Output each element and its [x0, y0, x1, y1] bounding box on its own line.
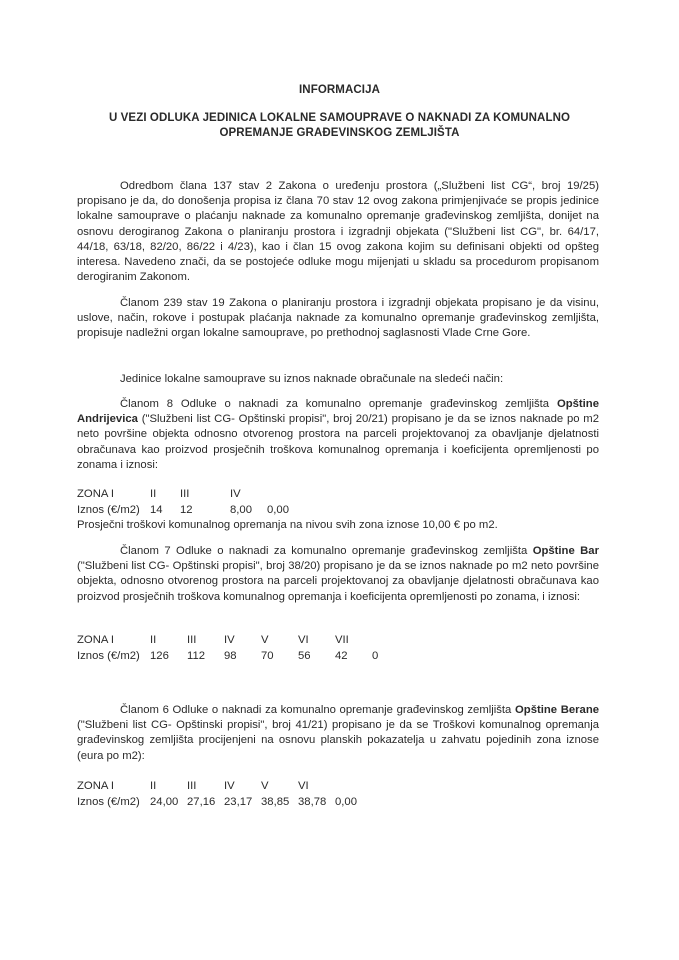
zone-header: II [150, 634, 157, 646]
zone-header: V [261, 634, 269, 646]
zone-header: V [261, 780, 269, 792]
zone-header: III [187, 780, 197, 792]
zone-header: II [150, 780, 157, 792]
document-title: INFORMACIJA [299, 84, 380, 96]
amount-cell: 24,00 [150, 796, 179, 808]
amount-cell: 112 [187, 650, 206, 662]
table-row [77, 648, 378, 664]
amount-cell: 98 [224, 650, 237, 662]
table-row [77, 794, 357, 810]
zone-header: ZONA I [77, 634, 115, 646]
paragraph-2 [77, 296, 599, 342]
andrijevica-intro-a: Članom 8 Odluke o naknadi za komunalno opremanje građevinskog zemljišta [120, 398, 557, 410]
amount-cell: 23,17 [224, 796, 253, 808]
zone-header: VI [298, 780, 309, 792]
paragraph-1-text: Odredbom člana 137 stav 2 Zakona o uređenju prostora („Službeni list CG“, broj 19/25) propisano je da, do donošenja propisa iz člana 70 stav 12 ovog zakona primjenjivaće se propis jedinice lokalne samouprave o plaćanju naknade za komunalno opremanje građevinskog zemljišta, donijet na osnovu derogiranog Zakona o planiranju prostora i izgradnji objekata ("Službeni list CG", br. 64/17, 44/18, 63/18, 82/20, 86/22 i 4/23), kao i član 15 ovog zakona kojim su definisani objekti od opšteg interesa. Navedeno znači, da se postojeće odluke mogu mijenjati u skladu sa procedurom propisanom derogiranim Zakonom. [77, 180, 599, 284]
amount-cell: 56 [298, 650, 311, 662]
amount-cell: 42 [335, 650, 348, 662]
amount-cell: 70 [261, 650, 274, 662]
zone-header: ZONA I [77, 488, 115, 500]
table-row [77, 632, 378, 648]
berane-table [77, 778, 357, 810]
berane-intro-a: Članom 6 Odluke o naknadi za komunalno opremanje građevinskog zemljišta [120, 704, 515, 716]
zone-header: IV [224, 780, 235, 792]
bar-intro-b: ("Službeni list CG- Opštinski propisi", broj 38/20) propisano je da se iznos naknade po m2 neto površine objekta, odnosno otvorenog prostora na parceli projektovanoj za obavljanje djelatnosti obračunava kao proizvod prosječnih troškova komunalnog opremanja i koeficijenta opremljenosti po zonama, i iznosi: [77, 560, 599, 603]
paragraph-3-text: Jedinice lokalne samouprave su iznos naknade obračunale na sledeći način: [120, 373, 504, 385]
bar-municipality: Opštine Bar [532, 545, 599, 557]
amount-cell: 126 [150, 650, 169, 662]
andrijevica-intro-b: ("Službeni list CG- Opštinski propisi", broj 20/21) propisano je da se iznos naknade po m2 neto površine objekta odnosno otvorenog prostora na parceli projektovanoj za obavljanje djelatnosti obračunava kao proizvod prosječnih troškova komunalnog opremanja i koeficijenta opremljenosti po zonama i iznosi: [77, 413, 599, 471]
amount-cell: 38,85 [261, 796, 290, 808]
berane-municipality: Opštine Berane [515, 704, 599, 716]
paragraph-2-text: Članom 239 stav 19 Zakona o planiranju prostora i izgradnji objekata propisano je da visinu, uslove, način, rokove i postupak plaćanja naknade za komunalno opremanje građevinskog zemljišta, propisuje nadležni organ lokalne samouprave, po prethodnoj saglasnosti Vlade Crne Gore. [77, 297, 599, 340]
amount-cell: 14 [150, 504, 163, 516]
zone-header: IV [230, 488, 241, 500]
zone-header: III [180, 488, 190, 500]
amount-cell: 8,00 [230, 504, 252, 516]
berane-intro-b: ("Službeni list CG- Opštinski propisi", broj 41/21) propisano je da se Troškovi komunalnog opremanja građevinskog zemljišta procijenjeni na osnovu planskih pokazatelja u zahvatu pojedinih zona iznose (eura po m2): [77, 719, 599, 762]
table-row [77, 778, 357, 794]
andrijevica-paragraph [77, 397, 599, 473]
amount-label: Iznos (€/m2) [77, 650, 140, 662]
table-row [77, 502, 289, 518]
table-row [77, 486, 289, 502]
amount-cell: 0,00 [267, 504, 289, 516]
amount-cell: 12 [180, 504, 193, 516]
bar-table [77, 632, 378, 664]
zone-header: III [187, 634, 197, 646]
bar-paragraph [77, 544, 599, 605]
amount-cell: 38,78 [298, 796, 327, 808]
bar-intro-a: Članom 7 Odluke o naknadi za komunalno opremanje građevinskog zemljišta [120, 545, 533, 557]
amount-label: Iznos (€/m2) [77, 504, 140, 516]
zone-header: ZONA I [77, 780, 115, 792]
zone-header: II [150, 488, 157, 500]
amount-cell: 0 [372, 650, 379, 662]
andrijevica-table [77, 486, 289, 518]
andrijevica-municipality: Opštine Andrijevica [77, 398, 599, 426]
amount-cell: 0,00 [335, 796, 357, 808]
amount-cell: 27,16 [187, 796, 216, 808]
berane-paragraph [77, 703, 599, 764]
subtitle-line-2: OPREMANJE GRAĐEVINSKOG ZEMLJIŠTA [219, 127, 460, 139]
zone-header: VI [298, 634, 309, 646]
subtitle-line-1: U VEZI ODLUKA JEDINICA LOKALNE SAMOUPRAVE O NAKNADI ZA KOMUNALNO [108, 112, 571, 124]
amount-label: Iznos (€/m2) [77, 796, 140, 808]
paragraph-3 [77, 372, 599, 387]
paragraph-1 [77, 179, 599, 285]
zone-header: VII [335, 634, 349, 646]
andrijevica-note: Prosječni troškovi komunalnog opremanja na nivou svih zona iznose 10,00 € po m2. [77, 519, 498, 531]
document-subtitle [0, 111, 679, 141]
zone-header: IV [224, 634, 235, 646]
